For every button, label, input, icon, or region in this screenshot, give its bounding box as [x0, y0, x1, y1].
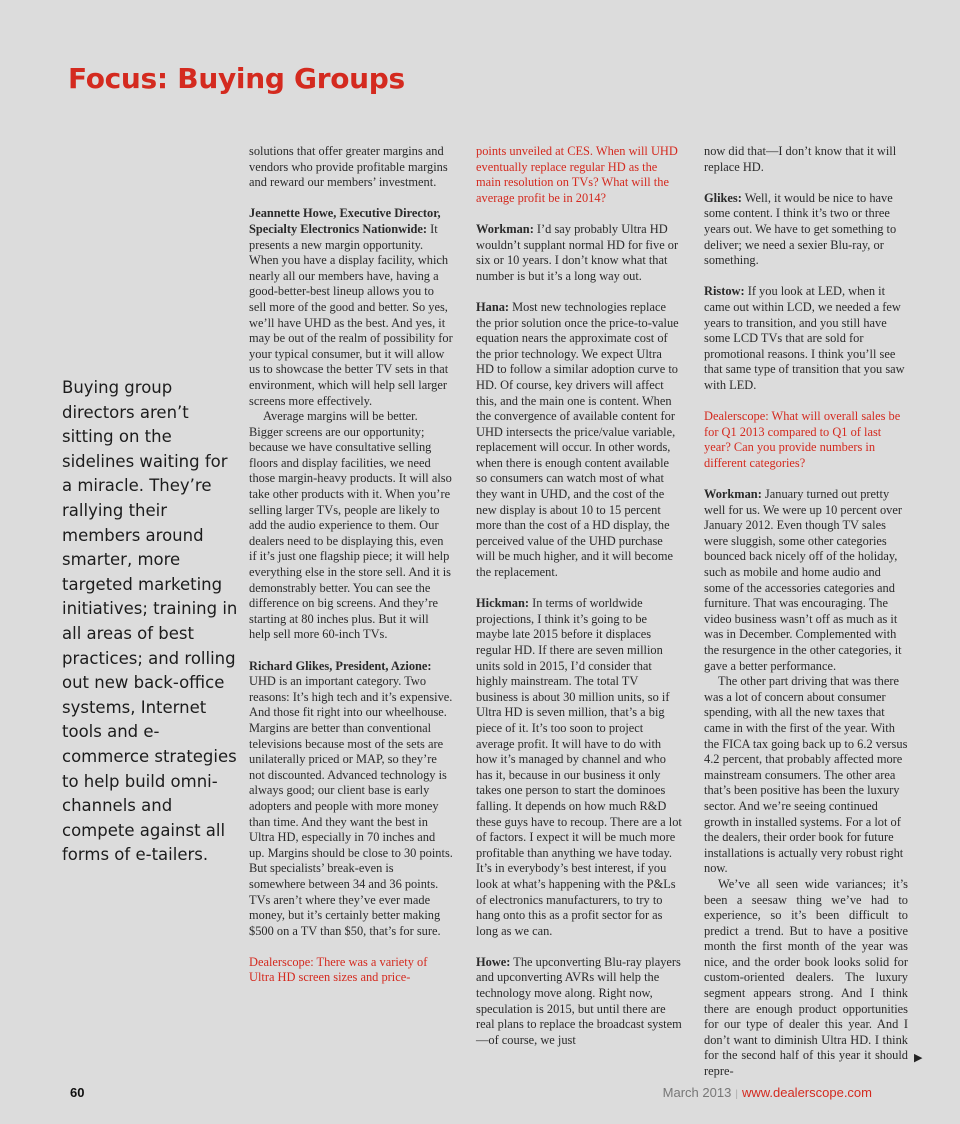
paragraph: We’ve all seen wide variances; it’s been a seesaw thing we’ve had to experience, so it’s been difficult to predict a trend. But to have a positive month the first month of the year was nice, and the order book looks solid for custom-oriented dealers. The luxury segment appears strong. And I think there are enough product opportunities for our type of dealer this year. And I don’t want to diminish Ultra HD. I think for the second half of this year it should repre-: [704, 876, 908, 1079]
speaker-name: Hickman:: [476, 596, 530, 611]
speaker-text: Well, it would be nice to have some content. I think it’s two or three years out. We have to get something to deliver; we need a sexier Blu-ray, or something.: [704, 190, 897, 268]
speaker-text: I’d say probably Ultra HD wouldn’t supplant normal HD for five or six or 10 years. I don’t know what that number is but it’s a long way out.: [476, 221, 679, 283]
paragraph: [249, 659, 453, 940]
page-number: 60: [70, 1085, 85, 1100]
speaker-name: Glikes:: [704, 190, 742, 205]
paragraph: [476, 596, 682, 939]
speaker-name: Workman:: [476, 221, 534, 236]
section-title: Focus: Buying Groups: [68, 62, 405, 95]
paragraph: solutions that offer greater margins and vendors who provide profitable margins and reward our members’ investment.: [249, 144, 448, 190]
article-column-3: [704, 144, 908, 1080]
article-column-2: [476, 144, 682, 1064]
speaker-text: It presents a new margin opportunity. When you have a display facility, which nearly all our members have, having a good-better-best lineup allows you to sell more of the good and better. So yes, we’ll have UHD as the best. And yes, it may be out of the realm of possibility for your typical consumer, but it will allow us to showcase the better TV sets in that environment, which will help sell larger screens more effectively.: [249, 221, 453, 408]
page-footer: [663, 1085, 872, 1100]
paragraph: The other part driving that was there was a lot of concern about consumer spending, with all the new taxes that came in with the first of the year. With the FICA tax going back up to 6.2 versus 4.2 percent, that probably affected more mainstream consumers. The other area that’s been positive has been the luxury sector. And we’re seeing continued growth in installed systems. For a lot of the dealers, their order book for future installations is actually very robust right now.: [704, 674, 908, 876]
footer-separator: |: [735, 1089, 738, 1100]
interview-question: points unveiled at CES. When will UHD eventually replace regular HD as the main resolution on TVs? What will the average profit be in 2014?: [476, 144, 678, 205]
paragraph: [704, 487, 908, 674]
speaker-text: Most new technologies replace the prior solution once the price-to-value equation nears the approximate cost of the prior technology. We expect Ultra HD to follow a similar adoption curve to HD. Of course, key drivers will affect this, and the main one is content. When the convergence of available content for UHD intersects the price/value variable, replacement will occur. In other words, when there is enough content available so consumers can watch most of what they want in UHD, and the cost of the new display is about 10 to 15 percent more than the cost of a HD display, the perceived value of the UHD purchase will be much higher, and it will become the replacement.: [476, 299, 679, 580]
speaker-name: Workman:: [704, 487, 762, 502]
speaker-text: January turned out pretty well for us. We were up 10 percent over January 2012. Even though TV sales were sluggish, some other categories bounced back nicely off of the holiday, such as mobile and home audio and some of the accessories categories and furniture. That was encouraging. The video business wasn’t off as much as it was in December. Complemented with the resurgence in the other categories, it gave a better performance.: [704, 487, 902, 673]
article-column-1: [249, 144, 453, 1002]
speaker-text: UHD is an important category. Two reasons: It’s high tech and it’s expensive. And those fit right into our wheelhouse. Margins are better than conventional televisions because most of the sets are unilaterally priced or MAP, so they’re not discounted. Advanced technology is always good; our client base is early adopters and people with more money than time. And they want the best in Ultra HD, especially in 70 inches and up. Margins should be close to 30 points. But specialists’ break-even is somewhere between 34 and 36 points. TVs aren’t where they’ve ever made money, but it’s certainly better making $500 on a TV than $50, that’s for sure.: [249, 674, 453, 938]
speaker-name: Jeannette Howe, Executive Director, Specialty Electronics Nationwide:: [249, 206, 441, 236]
speaker-text: In terms of worldwide projections, I think it’s going to be maybe late 2015 before it displaces regular HD. If there are seven million units sold in 2015, I’d consider that highly mainstream. The total TV business is about 30 million units, so if Ultra HD is seven million, that’s a big piece of it. It’s too soon to project average profit. It will have to do with how it’s managed by channel and who has it, because in our business it only takes one person to start the dominoes falling. It depends on how much R&D these guys have to recoup. There are a lot of factors. I expect it will be much more profitable than anything we have today. It’s in everybody’s best interest, if you look at what’s happening with the P&Ls of electronics manufacturers, to try to hang onto this as a profit sector for as long as we can.: [476, 596, 682, 938]
speaker-text: If you look at LED, when it came out within LCD, we needed a few years to transition, and you still have some LCD TVs that are sold for promotional reasons. I think you’ll see that same type of transition that you saw with LED.: [704, 284, 905, 392]
speaker-name: Richard Glikes, President, Azione:: [249, 658, 432, 673]
pull-quote: Buying group directors aren’t sitting on the sidelines waiting for a miracle. They’re rallying their members around smarter, more targeted marketing initiatives; training in all areas of best practices; and rolling out new back-office systems, Internet tools and e-commerce strategies to help build omni-channels and compete against all forms of e-tailers.: [62, 378, 238, 865]
paragraph: [704, 191, 908, 269]
continue-arrow-icon: ▶: [914, 1052, 923, 1064]
website-link[interactable]: www.dealerscope.com: [741, 1085, 872, 1100]
speaker-name: Howe:: [476, 954, 511, 969]
paragraph: [704, 284, 908, 393]
paragraph: [249, 206, 453, 409]
paragraph: Average margins will be better. Bigger screens are our opportunity; because we have consultative selling floors and display facilities, we need those margin-heavy products. It will also take other products with it. When you’re selling larger TVs, people are likely to add the audio experience to them. Our dealers need to be displaying this, even if it’s just one flagship piece; it will help everything else in the store sell. And it is demonstrably better. You can see the difference on big screens. And they’re starting at 80 inches plus. But it will help sell more 60-inch TVs.: [249, 409, 452, 642]
speaker-name: Ristow:: [704, 284, 745, 299]
paragraph: [476, 222, 682, 284]
interview-question: Dealerscope: There was a variety of Ultra HD screen sizes and price-: [249, 954, 428, 985]
paragraph: now did that—I don’t know that it will replace HD.: [704, 144, 897, 174]
speaker-text: The upconverting Blu-ray players and upconverting AVRs will help the technology move along. Right now, speculation is 2015, but until there are real plans to replace the broadcast system—of course, we just: [476, 954, 682, 1047]
paragraph: [476, 300, 682, 581]
speaker-name: Hana:: [476, 299, 510, 314]
paragraph: [476, 955, 682, 1049]
interview-question: Dealerscope: What will overall sales be for Q1 2013 compared to Q1 of last year? Can you provide numbers in different categories?: [704, 409, 901, 470]
issue-date: March 2013: [662, 1085, 732, 1100]
